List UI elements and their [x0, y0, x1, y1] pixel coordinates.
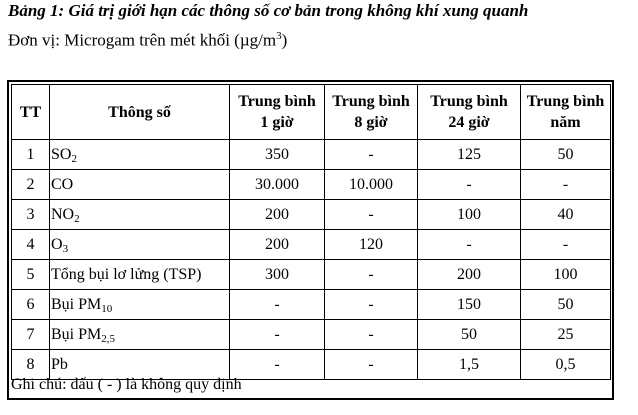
row-number: 1	[12, 140, 50, 170]
param-name	[50, 350, 230, 380]
param-name	[50, 170, 230, 200]
table-row	[12, 140, 611, 170]
table-row	[12, 200, 611, 230]
row-number: 3	[12, 200, 50, 230]
param-subscript: 3	[62, 242, 69, 255]
param-text: Tổng bụi lơ lửng (TSP)	[51, 265, 202, 283]
header-param: Thông số	[50, 85, 230, 140]
header-row	[12, 85, 611, 140]
table-note: Ghi chú: dấu ( - ) là không quy định	[11, 376, 242, 393]
value-1h: 300	[230, 260, 325, 290]
table-row	[12, 170, 611, 200]
value-year: 25	[521, 320, 611, 350]
param-text: O	[51, 235, 63, 253]
value-1h: 200	[230, 200, 325, 230]
unit-text: Đơn vị: Microgam trên mét khối (µg/m	[8, 30, 277, 50]
value-year: 100	[521, 260, 611, 290]
value-8h: -	[325, 260, 418, 290]
value-24h: -	[418, 170, 521, 200]
value-8h: -	[325, 140, 418, 170]
value-1h: 30.000	[230, 170, 325, 200]
value-24h: 100	[418, 200, 521, 230]
value-1h: 200	[230, 230, 325, 260]
header-8h	[325, 85, 418, 140]
header-year-line1: Trung bình	[526, 93, 605, 110]
header-1h-line1: Trung bình	[238, 93, 316, 110]
value-24h: 50	[418, 320, 521, 350]
param-name	[50, 320, 230, 350]
value-24h: 200	[418, 260, 521, 290]
header-year	[521, 85, 611, 140]
param-name	[50, 230, 230, 260]
value-8h: -	[325, 290, 418, 320]
header-24h	[418, 85, 521, 140]
value-year: 40	[521, 200, 611, 230]
param-text: Bụi PM	[51, 325, 102, 343]
param-subscript: 2	[74, 212, 80, 225]
param-subscript: 10	[101, 302, 113, 315]
table-row	[12, 290, 611, 320]
param-text: NO	[51, 205, 75, 223]
value-1h: -	[230, 320, 325, 350]
value-1h: -	[230, 290, 325, 320]
value-1h: -	[230, 350, 325, 380]
param-text: CO	[51, 175, 74, 193]
value-year: 0,5	[521, 350, 611, 380]
value-8h: 120	[325, 230, 418, 260]
header-24h-line2: 24 giờ	[448, 114, 490, 131]
unit-line	[8, 30, 287, 51]
param-name	[50, 140, 230, 170]
header-8h-line1: Trung bình	[332, 93, 410, 110]
param-subscript: 2	[71, 152, 77, 165]
table-row	[12, 230, 611, 260]
header-year-line2: năm	[550, 114, 581, 131]
value-24h: 1,5	[418, 350, 521, 380]
row-number: 4	[12, 230, 50, 260]
value-year: -	[521, 170, 611, 200]
header-tt: TT	[12, 85, 50, 140]
header-24h-line1: Trung bình	[430, 93, 508, 110]
unit-close: )	[281, 30, 288, 50]
value-8h: -	[325, 200, 418, 230]
header-8h-line2: 8 giờ	[354, 114, 388, 131]
table-row	[12, 320, 611, 350]
unit-superscript: 3	[276, 30, 282, 42]
limits-table	[11, 84, 611, 380]
value-24h: -	[418, 230, 521, 260]
param-text: Bụi PM	[51, 295, 102, 313]
header-1h-line2: 1 giờ	[260, 114, 294, 131]
row-number: 8	[12, 350, 50, 380]
param-name	[50, 260, 230, 290]
param-name	[50, 290, 230, 320]
table-row	[12, 260, 611, 290]
value-24h: 150	[418, 290, 521, 320]
value-year: 50	[521, 290, 611, 320]
row-number: 2	[12, 170, 50, 200]
header-1h	[230, 85, 325, 140]
value-year: -	[521, 230, 611, 260]
param-text: SO	[51, 145, 72, 163]
param-subscript: 2,5	[101, 332, 115, 345]
table-row	[12, 350, 611, 380]
value-8h: 10.000	[325, 170, 418, 200]
param-text: Pb	[51, 355, 68, 373]
value-year: 50	[521, 140, 611, 170]
row-number: 5	[12, 260, 50, 290]
table-title: Bảng 1: Giá trị giới hạn các thông số cơ bản trong không khí xung quanh	[8, 1, 529, 20]
value-24h: 125	[418, 140, 521, 170]
value-1h: 350	[230, 140, 325, 170]
value-8h: -	[325, 350, 418, 380]
param-name	[50, 200, 230, 230]
value-8h: -	[325, 320, 418, 350]
row-number: 7	[12, 320, 50, 350]
row-number: 6	[12, 290, 50, 320]
